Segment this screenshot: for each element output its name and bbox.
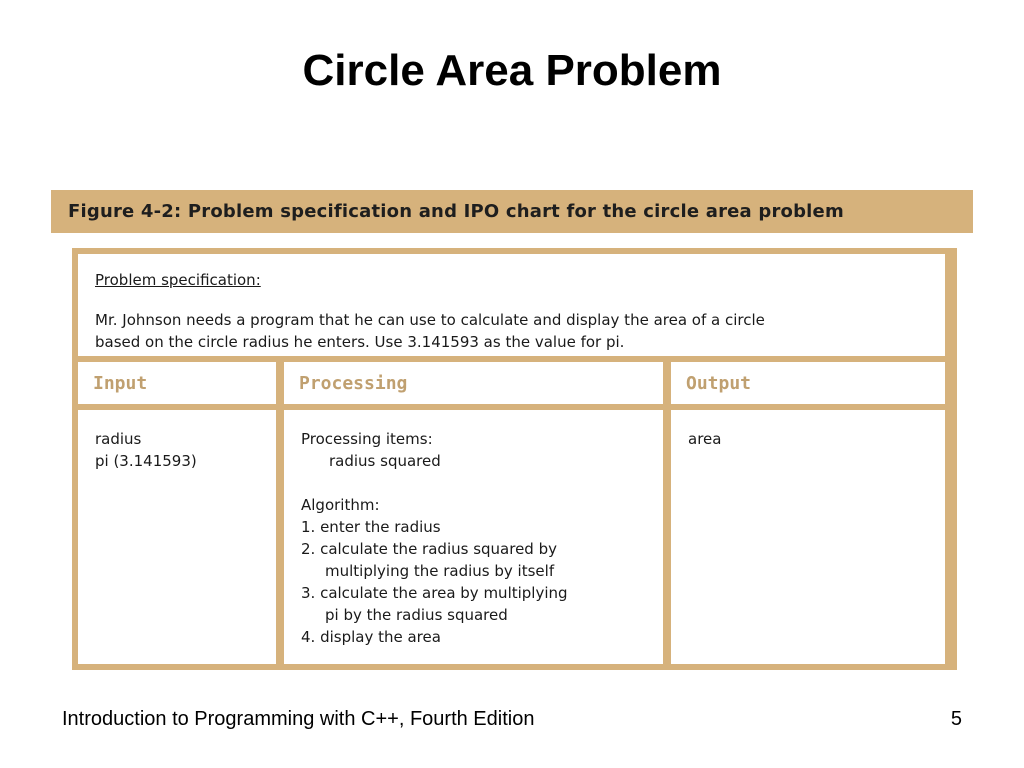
problem-specification-label: Problem specification: bbox=[95, 271, 261, 289]
slide-title: Circle Area Problem bbox=[302, 46, 722, 95]
input-item: pi (3.141593) bbox=[95, 452, 197, 470]
input-item: radius bbox=[95, 430, 142, 448]
processing-list bbox=[301, 428, 568, 648]
output-item: area bbox=[688, 430, 722, 448]
processing-body-cell bbox=[284, 410, 663, 664]
output-body-cell bbox=[671, 410, 945, 664]
ipo-chart bbox=[72, 248, 957, 670]
algorithm-step: 3. calculate the area by multiplying bbox=[301, 584, 568, 602]
input-list bbox=[95, 428, 197, 472]
page-number: 5 bbox=[950, 708, 962, 730]
algorithm-step-continued: pi by the radius squared bbox=[325, 606, 508, 624]
input-header-cell bbox=[78, 362, 276, 404]
input-header: Input bbox=[93, 373, 148, 394]
algorithm-label: Algorithm: bbox=[301, 496, 380, 514]
figure-caption: Figure 4-2: Problem specification and IPO chart for the circle area problem bbox=[68, 201, 844, 222]
processing-header-cell bbox=[284, 362, 663, 404]
problem-specification-text bbox=[95, 309, 935, 353]
problem-specification-cell bbox=[78, 254, 945, 356]
algorithm-step-continued: multiplying the radius by itself bbox=[325, 562, 555, 580]
algorithm-step: 4. display the area bbox=[301, 628, 441, 646]
input-body-cell bbox=[78, 410, 276, 664]
output-list bbox=[688, 428, 721, 450]
figure-caption-bar bbox=[51, 190, 973, 233]
processing-item: radius squared bbox=[329, 452, 441, 470]
output-header-cell bbox=[671, 362, 945, 404]
footer-book-title: Introduction to Programming with C++, Fourth Edition bbox=[62, 708, 535, 730]
processing-header: Processing bbox=[299, 373, 408, 394]
spacer bbox=[301, 472, 568, 494]
spec-line: Mr. Johnson needs a program that he can use to calculate and display the area of a circle bbox=[95, 311, 765, 329]
processing-items-label: Processing items: bbox=[301, 430, 433, 448]
algorithm-step: 2. calculate the radius squared by bbox=[301, 540, 557, 558]
algorithm-step: 1. enter the radius bbox=[301, 518, 441, 536]
output-header: Output bbox=[686, 373, 752, 394]
spec-line: based on the circle radius he enters. Use 3.141593 as the value for pi. bbox=[95, 333, 625, 351]
